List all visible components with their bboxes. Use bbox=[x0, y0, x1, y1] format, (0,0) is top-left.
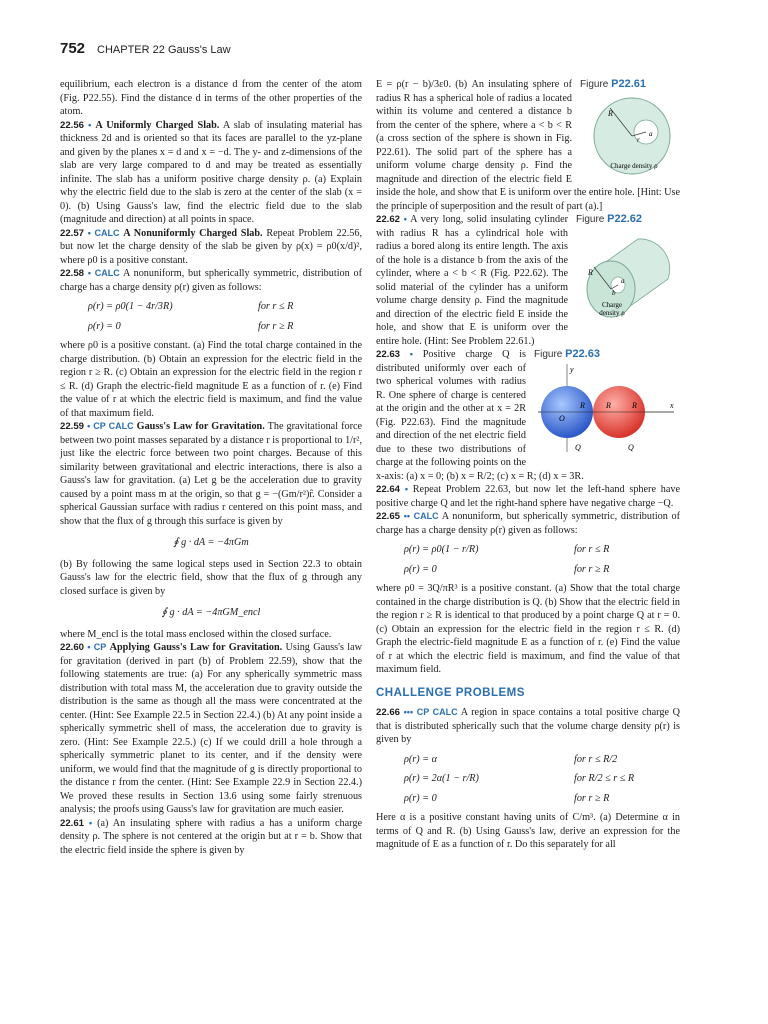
equation: ρ(r) = 0 for r ≥ R bbox=[88, 320, 294, 332]
problem-22-61-continued: E = ρ(r − b)/3ε0. (b) An insulating sphere of radius R has a spherical hole of radius a located within its volume and centered a distance b from the center of the sphere, where a < b < R (a cross section of the sphere is shown in Fig. P22.61). The solid part of the sphere has a uniform volume charge density ρ. Find the magnitude and direction of the electric field E inside the hole, and show that E is uniform over the entire hole. [Hint: Use the principle of superposition and the result of part (a).] bbox=[376, 79, 680, 212]
svg-text:b: b bbox=[612, 288, 616, 297]
equation: ρ(r) = ρ0(1 − 4r/3R) for r ≤ R bbox=[88, 301, 294, 312]
svg-text:Charge density ρ: Charge density ρ bbox=[610, 161, 658, 170]
problem-22-57: 22.57 • CALC A Nonuniformly Charged Slab. Repeat Problem 22.56, but now let the charge density of the slab be given by ρ(x) = ρ0(x/d)², where ρ0 is a positive constant. bbox=[60, 227, 363, 266]
paragraph: where ρ0 is a positive constant. (a) Find the total charge contained in the charge distribution. (b) Obtain an expression for the electric field in the region r ≥ R. (c) Obtain an expression for the electric field in the region r ≤ R. (d) Graph the electric-field magnitude E as a function of r. (e) Find the value of r at which the electric field is maximum, and find the value of that maximum field. bbox=[60, 340, 362, 419]
cylinder-with-hole-diagram bbox=[576, 227, 680, 339]
problem-22-66: 22.66 ••• CP CALC A region in space contains a total positive charge Q that is distributed spherically such that the volume charge density ρ(r) is given by bbox=[376, 707, 680, 745]
right-column bbox=[376, 78, 680, 852]
svg-text:R: R bbox=[580, 400, 585, 410]
equation: ρ(r) = 0 for r ≥ R bbox=[404, 563, 610, 575]
page-number: 752 bbox=[60, 40, 86, 57]
chapter-title: CHAPTER 22 Gauss's Law bbox=[97, 44, 231, 56]
equation: ρ(r) = ρ0(1 − r/R) for r ≤ R bbox=[404, 544, 610, 555]
two-spheres-diagram bbox=[534, 362, 680, 460]
svg-text:Charge: Charge bbox=[601, 300, 623, 309]
svg-text:x: x bbox=[670, 400, 674, 410]
paragraph: equilibrium, each electron is a distance d from the center of the atom (Fig. P22.55). Find the distance d in terms of the other properties of the atom. bbox=[60, 79, 362, 117]
problem-22-58: 22.58 • CALC A nonuniform, but spherically symmetric, distribution of charge has a charge density ρ(r) given as follows: bbox=[60, 268, 363, 293]
problem-22-60: 22.60 • CP Applying Gauss's Law for Gravitation. Using Gauss's law for gravitation (derived in part (b) of Problem 22.59), show that the following statements are true: (a) For any spherically symmetric mass distribution with total mass M, the acceleration due to gravity outside the distribution is the same as though all the mass were concentrated at the center. (Hint: See Example 22.5 in Section 22.4.) (b) At any point inside a spherically symmetric shell of mass, the acceleration due to gravity is zero. (Hint: See Example 22.5.) (c) If we could drill a hole through a spherically symmetric planet to its center, and if the density were uniform, we would find that the magnitude of g is directly proportional to the distance r from the center. (Hint: See Example 22.9 in Section 22.4.) We proved these results in Section 13.6 using some fairly strenuous analysis; the proofs using Gauss's law for gravitation are much easier. bbox=[60, 642, 362, 815]
svg-text:R: R bbox=[588, 267, 593, 277]
problem-22-64: 22.64 • Repeat Problem 22.63, but now let the left-hand sphere have positive charge Q and let the right-hand sphere have negative charge −Q. bbox=[376, 484, 680, 509]
equation: ρ(r) = 0 for r ≥ R bbox=[404, 792, 610, 804]
equation: ρ(r) = 2α(1 − r/R) for R/2 ≤ r ≤ R bbox=[404, 773, 635, 784]
problem-22-65: 22.65 •• CALC A nonuniform, but spherically symmetric, distribution of charge has a charge density ρ(r) given as follows: bbox=[376, 511, 681, 536]
problem-22-56: 22.56 • A Uniformly Charged Slab. A slab of insulating material has thickness 2d and is oriented so that its faces are parallel to the yz-plane and given by the planes x = d and x = −d. The y- and z-dimensions of the slab are very large compared to d and may be treated as essentially infinite. The slab has a uniform positive charge density ρ. (a) Explain why the electric field due to the slab is zero at the center of the slab (x = 0). (b) Using Gauss's law, find the electric field due to the slab (magnitude and direction) at all points in space. bbox=[60, 119, 363, 225]
svg-text:R: R bbox=[608, 108, 613, 118]
svg-text:Q: Q bbox=[628, 442, 634, 452]
svg-text:R: R bbox=[632, 400, 637, 410]
problem-22-63: 22.63 • Positive charge Q is distributed uniformly over each of two spherical volumes with radius R. One sphere of charge is centered at the origin and the other at x = 2R (Fig. P22.63). Find the magnitude and direction of the net electric field due to these two distributions of charge at the following points on the x-axis: (a) x = 0; (b) x = R/2; (c) x = R; (d) x = 3R. bbox=[376, 349, 584, 482]
svg-text:O: O bbox=[559, 413, 565, 423]
svg-text:y: y bbox=[570, 364, 574, 374]
figure-p22-62: Figure P22.62 R a b Charge density ρ bbox=[576, 213, 680, 343]
paragraph: where ρ0 = 3Q/πR³ is a positive constant. (a) Show that the total charge contained in the charge distribution is Q. (b) Show that the electric field in the region r ≥ R is identical to that produced by a point charge Q at r = 0. (c) Obtain an expression for the electric field in the region r ≤ R. (d) Graph the electric-field magnitude E as a function of r. (e) Find the value of r at which the electric field is maximum, and find the value of that maximum field. bbox=[376, 583, 680, 675]
problem-22-62: 22.62 • A very long, solid insulating cylinder with radius R has a cylindrical hole with radius a bored along its entire length. The axis of the hole is a distance b from the axis of the cylinder, where a < b < R (Fig. P22.62). The solid material of the cylinder has a uniform volume charge density ρ. Find the magnitude and direction of the electric field E inside the hole, and show that E is uniform over the entire hole. (Hint: See Problem 22.61.) bbox=[376, 214, 568, 347]
paragraph: where M_encl is the total mass enclosed within the closed surface. bbox=[60, 628, 332, 640]
equation: ρ(r) = α for r ≤ R/2 bbox=[404, 753, 618, 765]
svg-text:density ρ: density ρ bbox=[599, 308, 625, 317]
problem-22-59: 22.59 • CP CALC Gauss's Law for Gravitation. The gravitational force between two point masses separated by a distance r is proportional to 1/r², just like the electric force between two point charges. Because of this similarity between gravitational and electric interactions, there is also a Gauss's law for gravitation. (a) Let g be the acceleration due to gravity caused by a point mass m at the origin, so that g = −(Gm/r²)r̂. Consider a spherical Gaussian surface with radius r centered on this point mass, and show that the flux of g through this surface is given by bbox=[60, 421, 363, 527]
paragraph: (b) By following the same logical steps used in Section 22.3 to obtain Gauss's law for the electric field, show that the flux of g through any closed surface is given by bbox=[60, 558, 362, 597]
figure-p22-61: Figure P22.61 R r a Charge density ρ bbox=[580, 78, 680, 182]
svg-text:r: r bbox=[637, 135, 640, 144]
equation: ∮ g · dA = −4πGM_encl bbox=[161, 607, 261, 618]
svg-text:Q: Q bbox=[575, 442, 581, 452]
figure-p22-63: Figure P22.63 y x O R R R Q Q bbox=[534, 348, 680, 464]
svg-text:a: a bbox=[621, 276, 625, 285]
svg-text:R: R bbox=[606, 400, 611, 410]
problem-22-61: 22.61 • (a) An insulating sphere with radius a has a uniform charge density ρ. The sphere is not centered at the origin but at r = b. Show that the electric field inside the sphere is given by bbox=[60, 817, 362, 856]
left-column bbox=[60, 78, 362, 857]
equation: ∮ g · dA = −4πGm bbox=[173, 537, 249, 548]
sphere-with-hole-diagram bbox=[580, 92, 680, 178]
page-header bbox=[60, 40, 708, 60]
section-heading: CHALLENGE PROBLEMS bbox=[376, 686, 525, 699]
paragraph: Here α is a positive constant having units of C/m³. (a) Determine α in terms of Q and R. (b) Using Gauss's law, derive an expression for the magnitude of E as a function of r. Do this separately for all bbox=[376, 812, 680, 850]
svg-text:a: a bbox=[649, 129, 653, 138]
